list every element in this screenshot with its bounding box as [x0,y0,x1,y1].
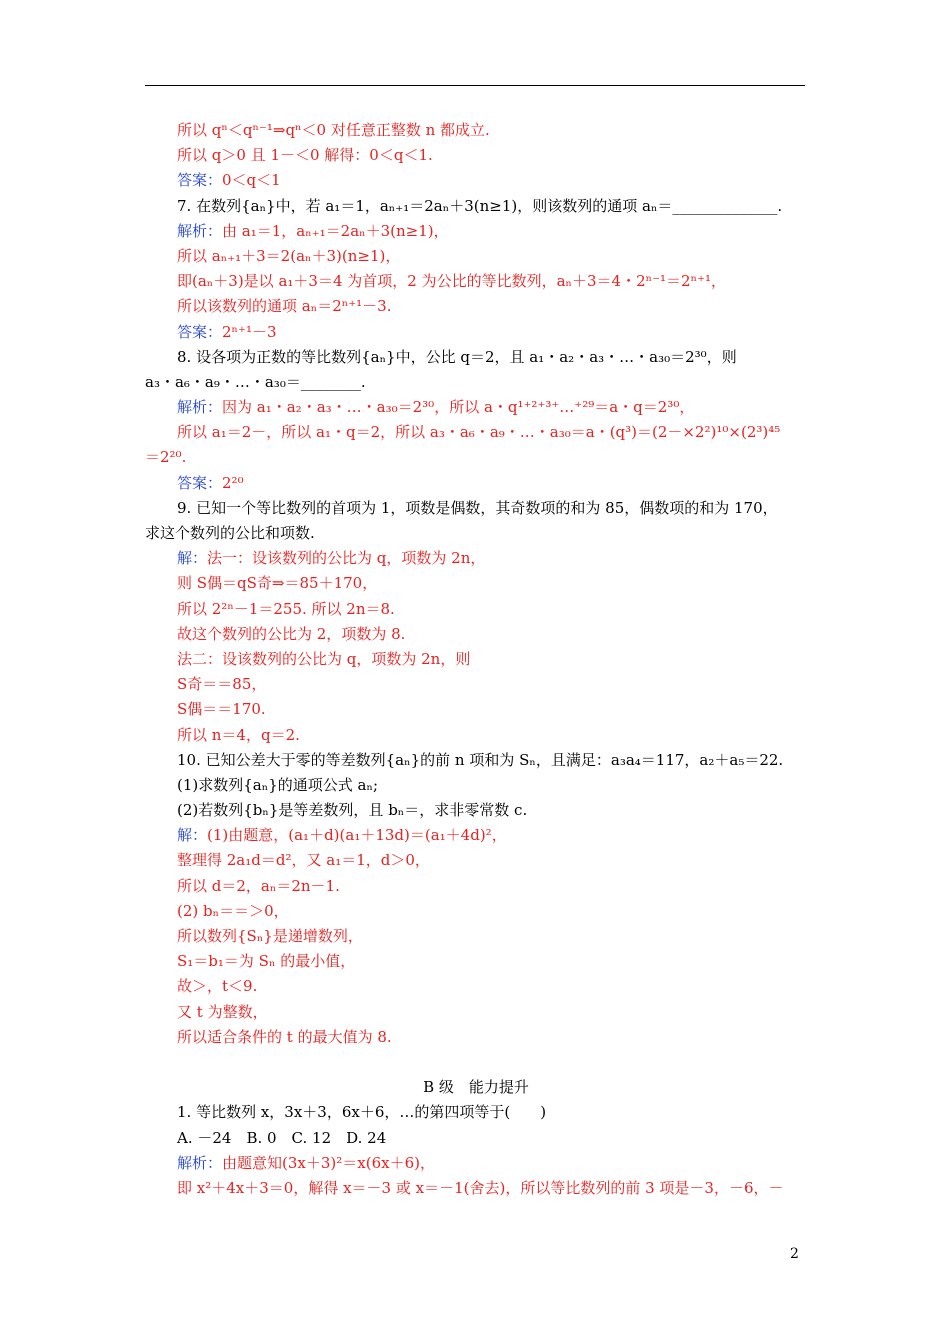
solution-line: 法二：设该数列的公比为 q，项数为 2n，则 [177,649,471,668]
spacer [145,1050,807,1075]
question-line: a₃・a₆・a₉・…・a₃₀＝________. [145,372,366,391]
solution-label: 解析： [177,221,223,240]
solution-label: 答案： [177,473,223,492]
solution-line: 所以 d＝2，aₙ＝2n－1. [177,876,340,895]
solution-line: (2) bₙ＝＝＞0， [177,901,289,920]
solution-text: 2ⁿ⁺¹－3 [222,322,277,341]
question-line: 10. 已知公差大于零的等差数列{aₙ}的前 n 项和为 Sₙ，且满足：a₃a₄＝117，a₂＋a₅＝22. [177,750,784,769]
page-number: 2 [790,1246,799,1262]
solution-line: S偶＝＝170. [177,700,266,719]
solution-line: 所以 q＞0 且 1－＜0 解得：0＜q＜1. [177,146,433,165]
solution-line: 又 t 为整数， [177,1002,268,1021]
question-line: 7. 在数列{aₙ}中，若 a₁＝1，aₙ₊₁＝2aₙ＋3(n≥1)，则该数列的通项 aₙ＝______________. [177,196,783,215]
solution-text: 由 a₁＝1，aₙ₊₁＝2aₙ＋3(n≥1)， [222,221,449,240]
question-line: A. －24 B. 0 C. 12 D. 24 [177,1128,387,1147]
question-line: 1. 等比数列 x，3x＋3，6x＋6，…的第四项等于( ) [177,1103,547,1122]
solution-label: 答案： [177,171,223,190]
solution-text: 0＜q＜1 [222,171,281,190]
question-line: 求这个数列的公比和项数. [145,524,315,542]
solution-line: S₁＝b₁＝为 Sₙ 的最小值， [177,952,356,971]
question-line: (2)若数列{bₙ}是等差数列，且 bₙ＝，求非零常数 c. [177,801,528,820]
solution-line [145,1151,807,1176]
solution-label: 解析： [177,1153,223,1172]
question-line: 8. 设各项为正数的等比数列{aₙ}中，公比 q＝2，且 a₁・a₂・a₃・…・a₃₀＝2³⁰，则 [177,347,737,366]
solution-line: 故这个数列的公比为 2，项数为 8. [177,624,406,643]
solution-line [145,823,807,848]
solution-line [145,219,807,244]
solution-line: 所以 2²ⁿ－1＝255. 所以 2n＝8. [177,599,395,618]
solution-line: 所以适合条件的 t 的最大值为 8. [177,1027,392,1046]
solution-line: S奇＝＝85， [177,675,267,694]
solution-line [145,546,807,571]
solution-line: 所以 a₁＝2－，所以 a₁・q＝2，所以 a₃・a₆・a₉・…・a₃₀＝a・(q³)＝(2－×2²)¹⁰×(2³)⁴⁵ [177,423,781,442]
solution-line: 所以该数列的通项 aₙ＝2ⁿ⁺¹－3. [177,297,392,316]
section-heading: B 级 能力提升 [423,1078,529,1097]
solution-line: 所以 aₙ₊₁＋3＝2(aₙ＋3)(n≥1)， [177,246,401,265]
document-body [145,118,807,1201]
solution-line: 则 S偶＝qS奇⇒＝85＋170， [177,574,378,593]
solution-line: 所以 qⁿ＜qⁿ⁻¹⇒qⁿ＜0 对任意正整数 n 都成立. [177,121,490,139]
solution-line: 整理得 2a₁d＝d²，又 a₁＝1，d＞0， [177,851,430,870]
solution-line: 故＞，t＜9. [177,977,258,996]
solution-label: 解： [177,826,208,845]
solution-line [145,395,807,420]
solution-line [145,168,807,193]
solution-label: 解析： [177,398,223,417]
solution-line: 即 x²＋4x＋3＝0，解得 x＝－3 或 x＝－1(舍去)，所以等比数列的前 3 项是－3，－6，－ [177,1178,784,1197]
solution-line: 所以 n＝4，q＝2. [177,725,300,744]
solution-text: 2²⁰ [222,473,244,492]
solution-line: ＝2²⁰. [145,448,187,467]
solution-label: 答案： [177,322,223,341]
solution-text: 法一：设该数列的公比为 q，项数为 2n， [207,549,486,568]
solution-line [145,471,807,496]
solution-text: (1)由题意，(a₁＋d)(a₁＋13d)＝(a₁＋4d)²， [207,826,507,845]
solution-text: 因为 a₁・a₂・a₃・…・a₃₀＝2³⁰，所以 a・q¹⁺²⁺³⁺…⁺²⁹＝a・q＝2³⁰， [222,398,695,417]
solution-line: 所以数列{Sₙ}是递增数列， [177,927,363,945]
question-line: 9. 已知一个等比数列的首项为 1，项数是偶数，其奇数项的和为 85，偶数项的和为 170， [177,498,778,517]
solution-text: 由题意知(3x＋3)²＝x(6x＋6)， [222,1153,435,1172]
header-rule [145,85,805,86]
solution-line: 即(aₙ＋3)是以 a₁＋3＝4 为首项，2 为公比的等比数列，aₙ＋3＝4・2ⁿ⁻¹＝2ⁿ⁺¹， [177,272,727,291]
solution-line [145,320,807,345]
question-line: (1)求数列{aₙ}的通项公式 aₙ; [177,775,379,794]
solution-label: 解： [177,549,208,568]
